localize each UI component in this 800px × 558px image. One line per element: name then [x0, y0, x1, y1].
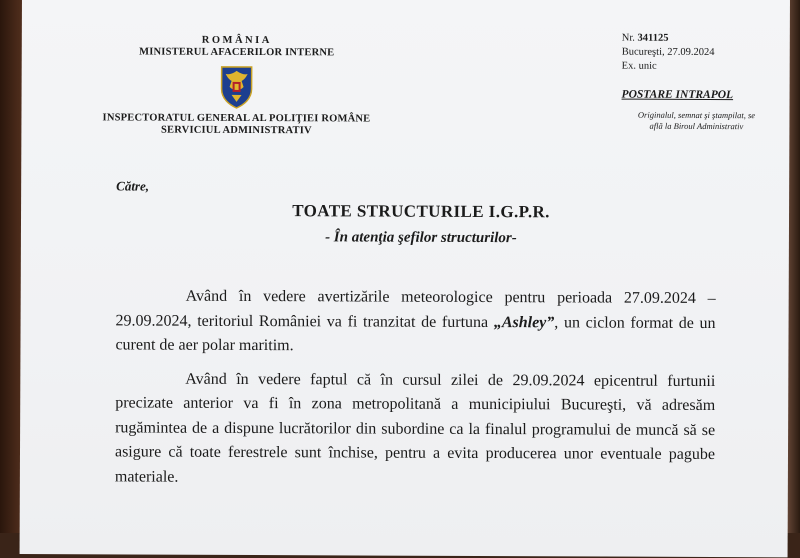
copy-count: Ex. unic — [621, 60, 657, 72]
ministry-name: MINISTERUL AFACERILOR INTERNE — [139, 46, 335, 59]
service-name: SERVICIUL ADMINISTRATIV — [160, 124, 312, 137]
registration-number — [622, 32, 782, 47]
document-page — [20, 0, 790, 557]
postare-intrapol: POSTARE INTRAPOL — [621, 88, 734, 102]
storm-name: „Ashley” — [493, 313, 555, 331]
number-label: Nr. — [621, 32, 635, 44]
original-note — [621, 110, 771, 133]
place-date: Bucureşti, 27.09.2024 — [621, 46, 715, 59]
body-paragraph — [115, 284, 715, 360]
letterhead-left — [81, 34, 391, 137]
document-body — [115, 284, 716, 501]
original-note-line: află la Biroul Administrativ — [649, 120, 744, 132]
inspectorate-name: INSPECTORATUL GENERAL AL POLIŢIEI ROMÂNE — [102, 112, 371, 125]
original-note-line: Originalul, semnat şi ştampilat, se — [637, 109, 756, 121]
document-title: TOATE STRUCTURILE I.G.P.R. — [292, 201, 550, 222]
country-name: ROMÂNIA — [201, 34, 272, 47]
body-paragraph: Având în vedere faptul că în cursul zilei de 29.09.2024 epicentrul furtunii precizate anterior va fi în zona metropolitană a municipiului Bucureşti, vă adresăm rugămintea de a dispune lucrătorilor din subordine ca la finalul programului de muncă să se asigure că toate ferestrele sunt închise, pentru a evita producerea unor eventuale pagube materiale. — [114, 370, 716, 486]
addressee-label: Către, — [116, 178, 150, 194]
paragraph-text: Având în vedere avertizările meteorologice pentru perioada 27.09.2024 – 29.09.2024, teritoriul României va fi tranzitat de furtuna — [115, 287, 716, 331]
registration-block — [621, 32, 781, 133]
paragraph-text: , un ciclon format de un curent de aer polar maritim. — [115, 313, 716, 355]
document-subtitle: - În atenţia şefilor structurilor- — [325, 229, 517, 247]
coat-of-arms-icon — [220, 65, 254, 109]
number-value: 341125 — [637, 32, 669, 44]
